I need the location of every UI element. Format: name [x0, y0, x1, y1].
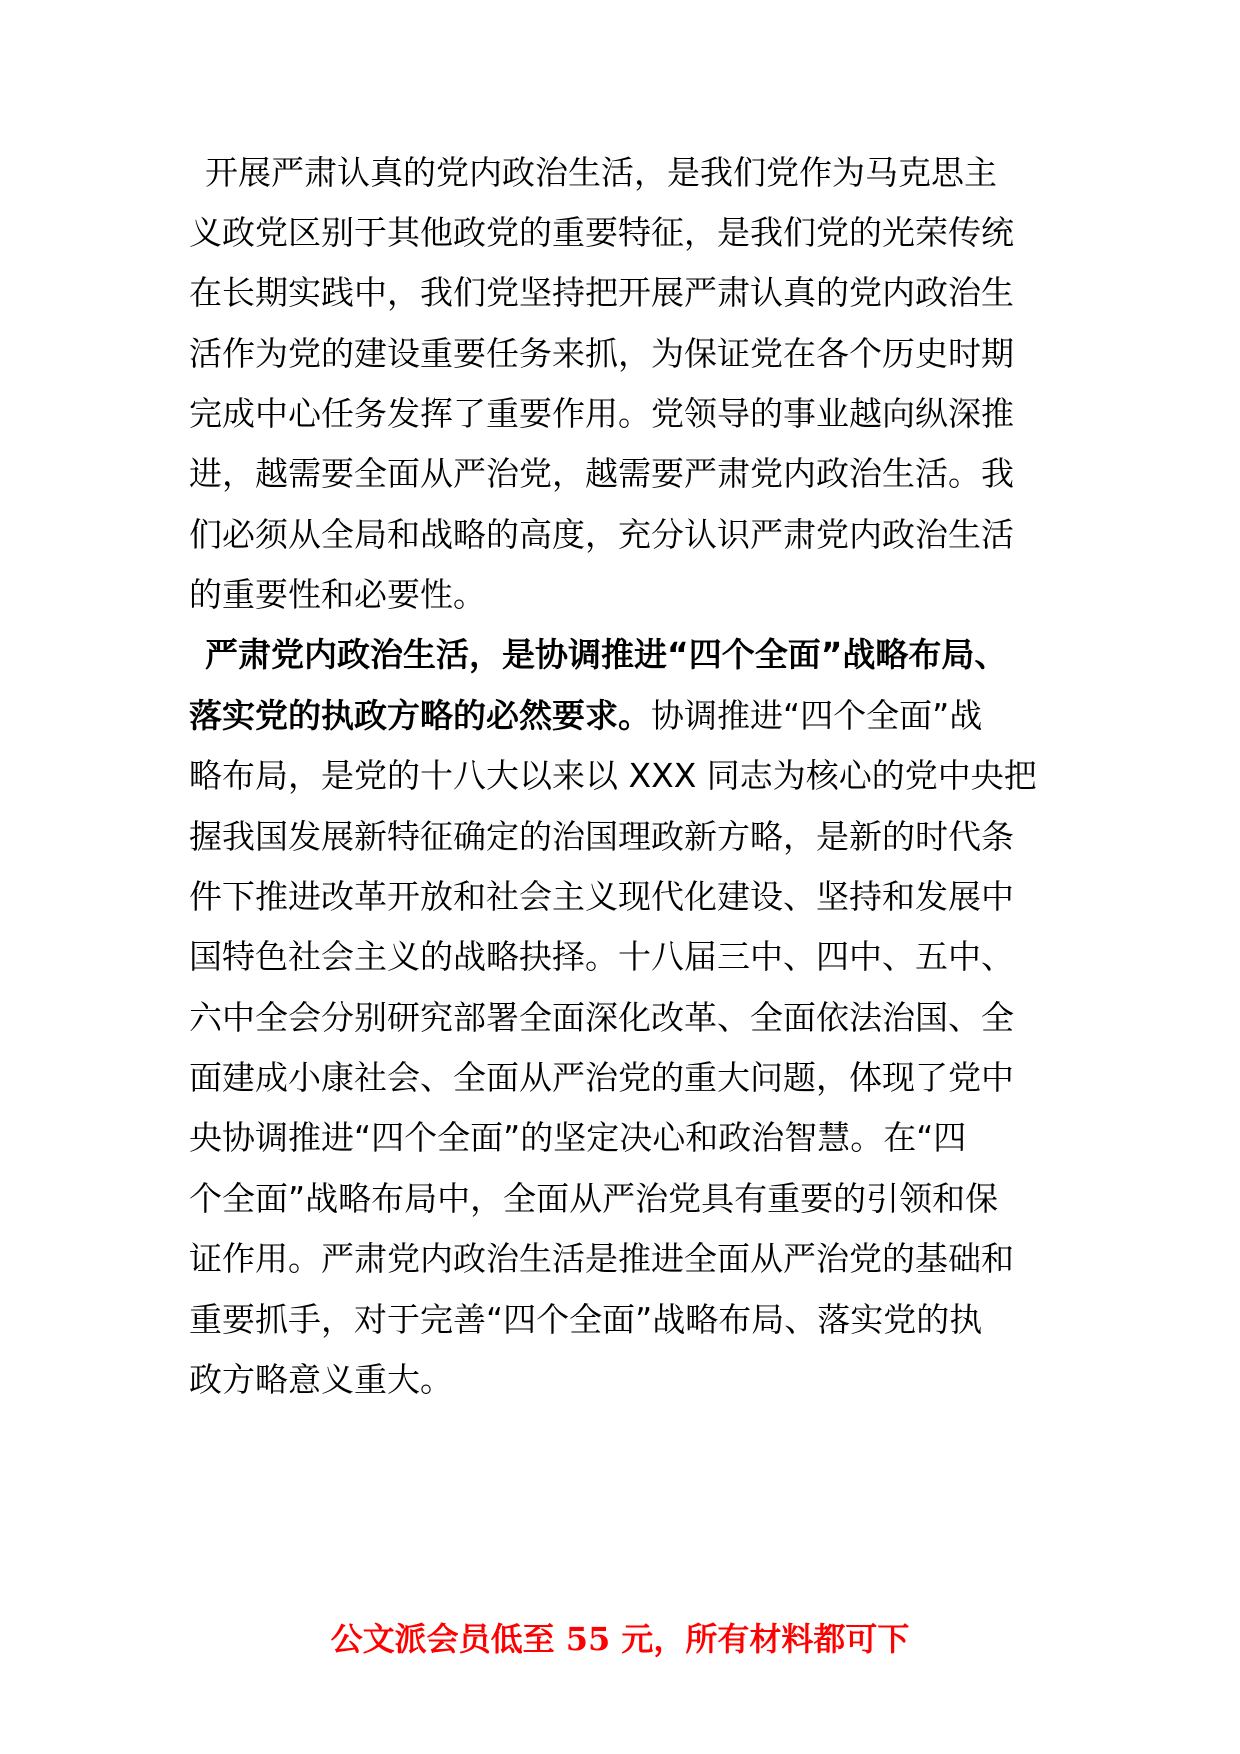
- paragraph-2-line-11: 证作用。严肃党内政治生活是推进全面从严治党的基础和: [189, 1239, 1014, 1278]
- paragraph-1-line-2: 义政党区别于其他政党的重要特征，是我们党的光荣传统: [189, 213, 1014, 252]
- paragraph-2-line-9: 央协调推进“四个全面”的坚定决心和政治智慧。在“四: [189, 1118, 967, 1157]
- paragraph-2-line-7: 六中全会分别研究部署全面深化改革、全面依法治国、全: [189, 998, 1014, 1037]
- paragraph-1-line-3: 在长期实践中，我们党坚持把开展严肃认真的党内政治生: [189, 273, 1014, 312]
- paragraph-2-line-13: 政方略意义重大。: [189, 1360, 453, 1399]
- paragraph-2-line-3: 略布局，是党的十八大以来以 XXX 同志为核心的党中央把: [189, 756, 1037, 795]
- paragraph-2-line-10: 个全面”战略布局中，全面从严治党具有重要的引领和保: [189, 1179, 999, 1218]
- paragraph-1-line-4: 活作为党的建设重要任务来抓，为保证党在各个历史时期: [189, 334, 1014, 373]
- paragraph-2-line-8: 面建成小康社会、全面从严治党的重大问题，体现了党中: [189, 1058, 1014, 1097]
- membership-promo-note: 公文派会员低至 55 元，所有材料都可下: [330, 1620, 910, 1658]
- paragraph-2-line-2: [189, 691, 982, 741]
- paragraph-1-line-7: 们必须从全局和战略的高度，充分认识严肃党内政治生活: [189, 515, 1014, 554]
- paragraph-1-line-8: 的重要性和必要性。: [189, 575, 486, 614]
- paragraph-1-line-5: 完成中心任务发挥了重要作用。党领导的事业越向纵深推: [189, 394, 1014, 433]
- paragraph-2-heading-line-2: 落实党的执政方略的必然要求。: [189, 696, 651, 735]
- paragraph-2-line-6: 国特色社会主义的战略抉择。十八届三中、四中、五中、: [189, 937, 1014, 976]
- paragraph-1-line-6: 进，越需要全面从严治党，越需要严肃党内政治生活。我: [189, 454, 1014, 493]
- paragraph-2-heading-line-1: 严肃党内政治生活，是协调推进“四个全面”战略布局、: [205, 635, 1008, 674]
- paragraph-2-line-4: 握我国发展新特征确定的治国理政新方略，是新的时代条: [189, 817, 1014, 856]
- paragraph-2-line-12: 重要抓手，对于完善“四个全面”战略布局、落实党的执: [189, 1300, 983, 1339]
- paragraph-1-line-1: 开展严肃认真的党内政治生活，是我们党作为马克思主: [205, 153, 997, 192]
- paragraph-2-line-5: 件下推进改革开放和社会主义现代化建设、坚持和发展中: [189, 877, 1014, 916]
- paragraph-2-line-2-rest: 协调推进“四个全面”战: [651, 696, 983, 735]
